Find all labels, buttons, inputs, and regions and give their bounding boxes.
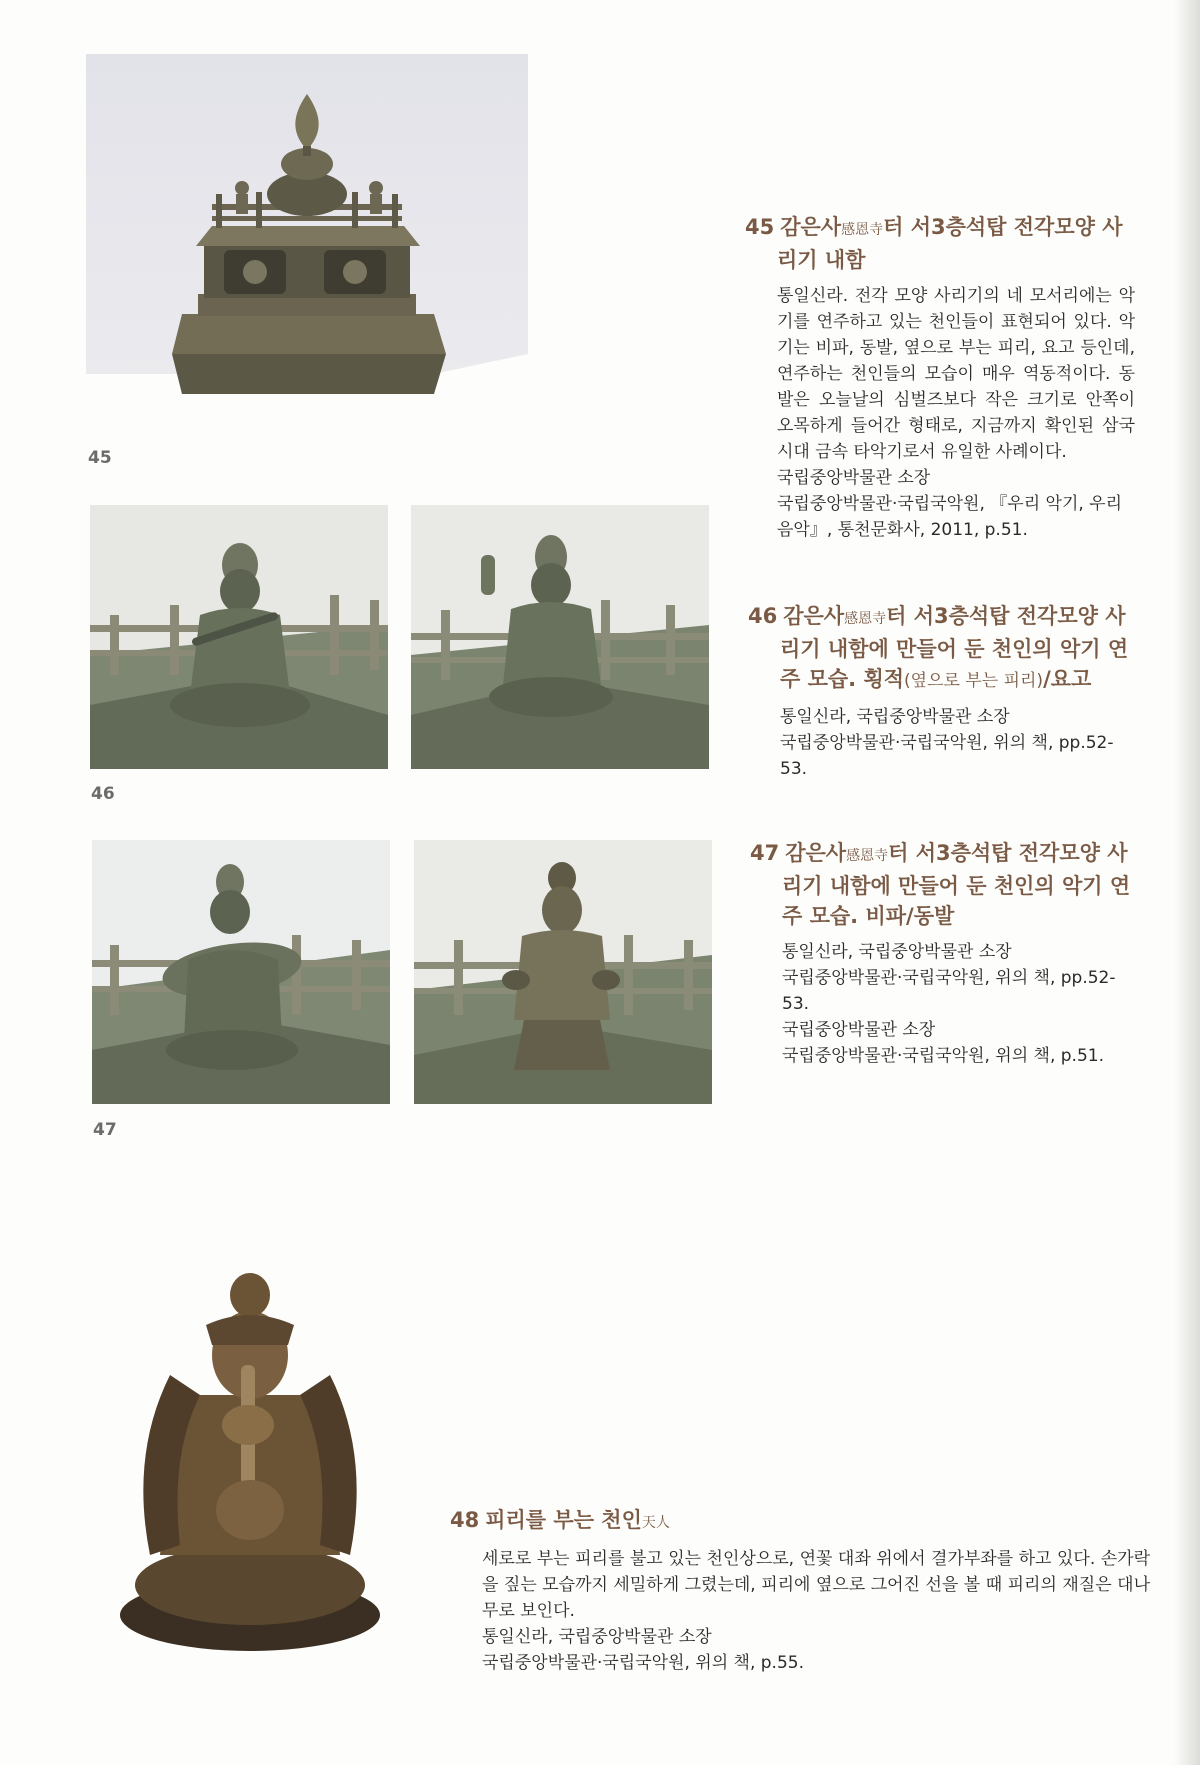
page-edge	[1174, 0, 1200, 1765]
caption-48-source: 국립중앙박물관·국립국악원, 위의 책, p.55.	[482, 1653, 804, 1673]
caption-46-source: 국립중앙박물관·국립국악원, 위의 책, pp.52-53.	[780, 733, 1114, 779]
caption-48	[450, 1505, 1150, 1676]
caption-48-description: 세로로 부는 피리를 불고 있는 천인상으로, 연꽃 대좌 위에서 결가부좌를 하고 있다. 손가락을 짚는 모습까지 세밀하게 그렸는데, 피리에 옆으로 그어진 선을 볼 때 피리의 재질은 대나무로 보인다.	[482, 1549, 1150, 1621]
caption-47-title	[750, 838, 1140, 931]
photo-45-reliquary	[86, 54, 528, 414]
caption-47-collection-1: 통일신라, 국립중앙박물관 소장	[782, 942, 1012, 962]
caption-47-number: 47	[750, 841, 780, 865]
caption-47-title-b: 터 서3층석탑 전각모양 사리기 내함에 만들어 둔 천인의 악기 연주 모습. 비파/동발	[782, 841, 1131, 928]
caption-45	[745, 212, 1135, 543]
caption-46-body	[748, 704, 1138, 782]
caption-47-title-a: 감은사	[785, 841, 847, 865]
caption-48-body	[450, 1546, 1150, 1676]
caption-48-title	[450, 1505, 1150, 1538]
caption-45-number: 45	[745, 215, 775, 239]
caption-48-title-a: 피리를 부는 천인	[485, 1508, 642, 1532]
caption-45-title-hanja: 感恩寺	[841, 222, 884, 238]
caption-48-number: 48	[450, 1508, 480, 1532]
caption-46-title-a: 감은사	[783, 604, 845, 628]
caption-46	[748, 601, 1138, 782]
caption-47-title-hanja: 感恩寺	[846, 848, 889, 864]
caption-46-title-b: 터 서3층석탑 전각모양 사리기 내함에 만들어 둔 천인의 악기 연주 모습. 횡적	[780, 604, 1129, 691]
caption-45-title	[745, 212, 1135, 275]
caption-45-collection: 국립중앙박물관 소장	[777, 468, 931, 488]
figure-number-47: 47	[93, 1120, 117, 1140]
caption-46-title-c: /요고	[1043, 667, 1092, 691]
photo-46-right-drum	[411, 505, 709, 769]
photo-48-pipe-player	[110, 1255, 390, 1665]
caption-47-collection-2: 국립중앙박물관 소장	[782, 1020, 936, 1040]
caption-45-title-b: 터 서3층석탑 전각모양 사리기 내함	[777, 215, 1123, 272]
caption-45-source: 국립중앙박물관·국립국악원, 『우리 악기, 우리 음악』, 통천문화사, 2011, p.51.	[777, 494, 1123, 540]
photo-46-left-flute	[90, 505, 388, 769]
caption-46-title	[748, 601, 1138, 696]
caption-47	[750, 838, 1140, 1069]
caption-45-title-a: 감은사	[780, 215, 842, 239]
caption-46-collection: 통일신라, 국립중앙박물관 소장	[780, 707, 1010, 727]
caption-45-description: 통일신라. 전각 모양 사리기의 네 모서리에는 악기를 연주하고 있는 천인들이 표현되어 있다. 악기는 비파, 동발, 옆으로 부는 피리, 요고 등인데, 연주하는 천인들의 모습이 매우 역동적이다. 동발은 오늘날의 심벌즈보다 작은 크기로 안쪽이 오목하게 들어간 형태로, 지금까지 확인된 삼국시대 금속 타악기로서 유일한 사례이다.	[777, 286, 1135, 462]
caption-46-title-hanja: 感恩寺	[844, 611, 887, 627]
photo-47-right-cymbals	[414, 840, 712, 1104]
photo-47-left-pipa	[92, 840, 390, 1104]
caption-46-title-small: (옆으로 부는 피리)	[904, 671, 1044, 691]
figure-number-46: 46	[91, 784, 115, 804]
caption-46-number: 46	[748, 604, 778, 628]
caption-48-collection: 통일신라, 국립중앙박물관 소장	[482, 1627, 712, 1647]
caption-48-title-hanja: 天人	[641, 1515, 670, 1531]
caption-47-body	[750, 939, 1140, 1069]
caption-47-source-1: 국립중앙박물관·국립국악원, 위의 책, pp.52-53.	[782, 968, 1116, 1014]
caption-45-body	[745, 283, 1135, 543]
caption-47-source-2: 국립중앙박물관·국립국악원, 위의 책, p.51.	[782, 1046, 1104, 1066]
figure-number-45: 45	[88, 448, 112, 468]
